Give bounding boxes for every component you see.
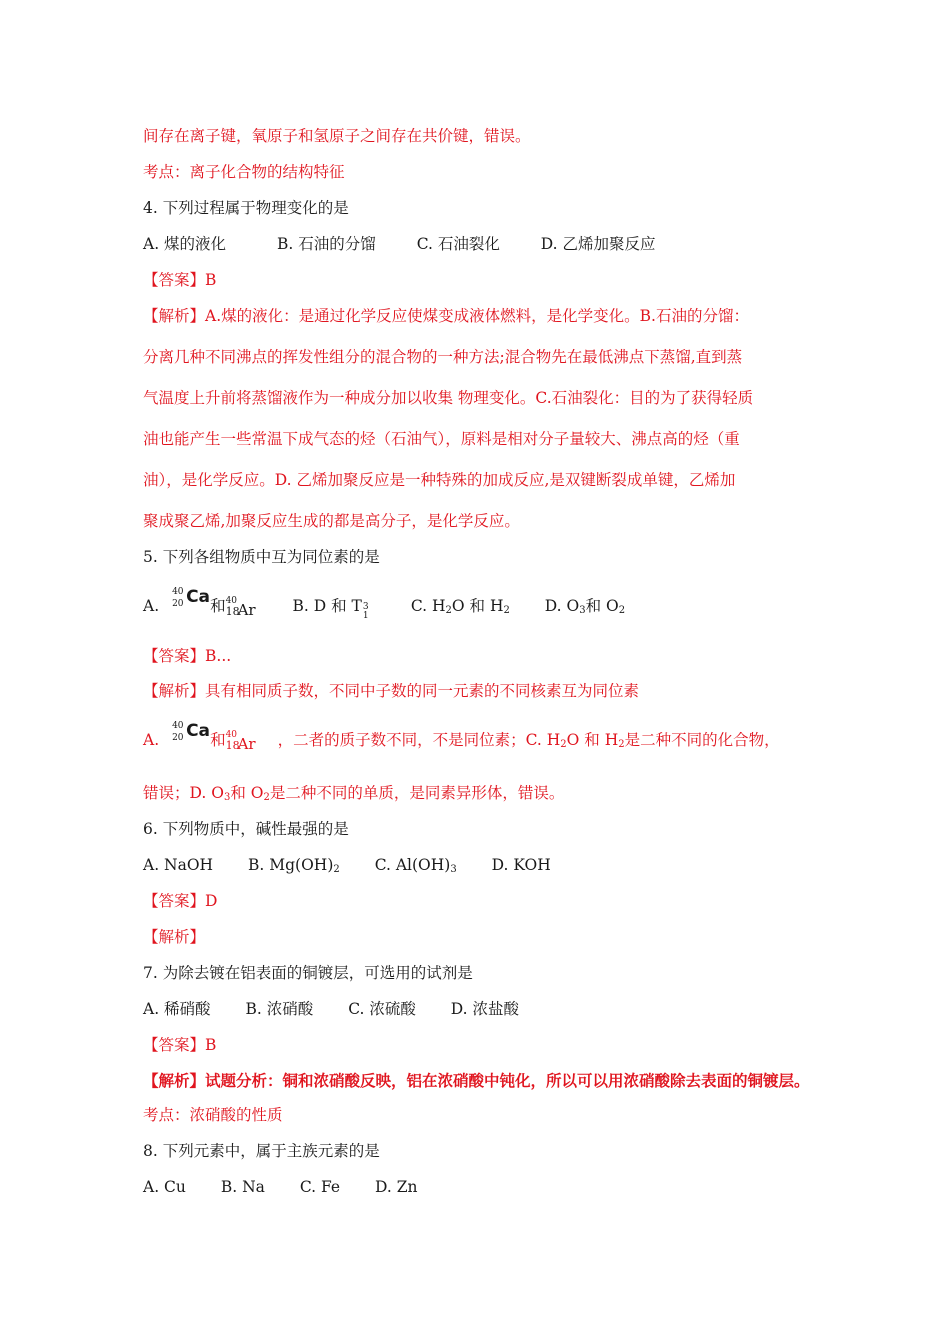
question-5: 5. 下列各组物质中互为同位素的是 (143, 548, 380, 566)
explanation-4-line-6: 聚成聚乙烯,加聚反应生成的都是高分子，是化学反应。 (143, 512, 520, 530)
option-b: B. D 和 T 3 1 (293, 595, 370, 617)
kaodian-7: 考点：浓硝酸的性质 (143, 1106, 283, 1124)
explanation-4-line-1: 【解析】A.煤的液化：是通过化学反应使煤变成液体燃料，是化学变化。B.石油的分馏： (143, 307, 749, 325)
question-6-options (143, 854, 551, 881)
option-c: C. 石油裂化 (416, 235, 500, 253)
explanation-6: 【解析】 (143, 928, 206, 946)
question-7-options (143, 998, 519, 1020)
mass-number: 40 (172, 587, 184, 597)
argon-isotope (226, 596, 260, 618)
option-d: D. 浓盐酸 (450, 1000, 520, 1018)
element-symbol: Ar (237, 735, 256, 753)
mass-number: 40 (225, 730, 238, 740)
calcium-isotope (172, 588, 210, 610)
question-5-options (143, 587, 626, 622)
option-c: C. $Al(OH)_3$ (374, 856, 457, 875)
superscript: 3 (362, 602, 369, 612)
option-d: D. KOH (491, 856, 551, 874)
option-a: A. 稀硝酸 (143, 1000, 211, 1018)
option-b: B. Na (220, 1178, 265, 1196)
element-symbol: Ca (186, 587, 211, 607)
explanation-5-line-1: 【解析】具有相同质子数，不同中子数的同一元素的不同核素互为同位素 (143, 682, 640, 700)
atomic-number: 18 (225, 605, 240, 618)
explanation-4-line-5: 油），是化学反应。D. 乙烯加聚反应是一种特殊的加成反应,是双键断裂成单键，乙烯加 (143, 471, 736, 489)
atomic-number: 18 (225, 739, 240, 752)
kaodian-line: 考点：离子化合物的结构特征 (143, 163, 345, 181)
question-4: 4. 下列过程属于物理变化的是 (143, 199, 349, 217)
atomic-number: 20 (172, 733, 184, 743)
conjunction: 和 (210, 731, 226, 749)
option-d: D. 乙烯加聚反应 (540, 235, 656, 253)
question-8-options (143, 1176, 418, 1198)
question-4-options (143, 233, 656, 255)
explanation-5-line-2: A. 40 20 Ca 和 40 18 Ar ，二者的质子数不同，不是同位素；C. $H_2O$ 和 $H_2$是二种不同的化合物， (143, 721, 780, 753)
question-8: 8. 下列元素中，属于主族元素的是 (143, 1142, 380, 1160)
option-c: C. $H_2O$ 和 $H_2$ (410, 597, 510, 616)
option-a-label: A. (143, 597, 160, 615)
explanation-7: 【解析】试题分析：铜和浓硝酸反映，铝在浓硝酸中钝化，所以可以用浓硝酸除去表面的铜镀层。 (143, 1072, 810, 1090)
explanation-4-line-3: 气温度上升前将蒸馏液作为一种成分加以收集 物理变化。C.石油裂化：目的为了获得轻质 (143, 389, 754, 407)
option-b: B. $Mg(OH)_2$ (248, 856, 340, 875)
option-b: B. 石油的分馏 (277, 235, 376, 253)
option-d: D. Zn (375, 1178, 418, 1196)
mass-number: 40 (225, 596, 238, 606)
explanation-4-line-4: 油也能产生一些常温下成气态的烃（石油气），原料是相对分子量较大、沸点高的烃（重 (143, 430, 740, 448)
element-symbol: Ar (237, 601, 256, 619)
answer-4: 【答案】B (143, 271, 217, 289)
option-c: C. Fe (299, 1178, 341, 1196)
option-a: A. 煤的液化 (143, 235, 227, 253)
explanation-line: 间存在离子键，氧原子和氢原子之间存在共价键，错误。 (143, 127, 531, 145)
option-c: C. 浓硫酸 (348, 1000, 416, 1018)
option-a: A. Cu (143, 1178, 186, 1196)
conjunction: 和 (210, 597, 226, 615)
argon-isotope (226, 730, 260, 752)
subscript: 1 (362, 611, 369, 621)
atomic-number: 20 (172, 599, 184, 609)
element-symbol: Ca (186, 721, 211, 741)
answer-5: 【答案】B... (143, 647, 232, 665)
question-6: 6. 下列物质中，碱性最强的是 (143, 820, 349, 838)
answer-7: 【答案】B (143, 1036, 217, 1054)
mass-number: 40 (172, 721, 184, 731)
option-a: A. NaOH (143, 856, 214, 874)
option-d: D. $O_3$和 $O_2$ (544, 597, 626, 616)
question-7: 7. 为除去镀在铝表面的铜镀层，可选用的试剂是 (143, 964, 473, 982)
answer-6: 【答案】D (143, 892, 218, 910)
explanation-4-line-2: 分离几种不同沸点的挥发性组分的混合物的一种方法;混合物先在最低沸点下蒸馏,直到蒸 (143, 348, 743, 366)
option-b: B. 浓硝酸 (245, 1000, 314, 1018)
explanation-5-line-3: 错误；D. $O_3$和 $O_2$是二种不同的单质，是同素异形体，错误。 (143, 784, 565, 803)
calcium-isotope (172, 722, 210, 744)
